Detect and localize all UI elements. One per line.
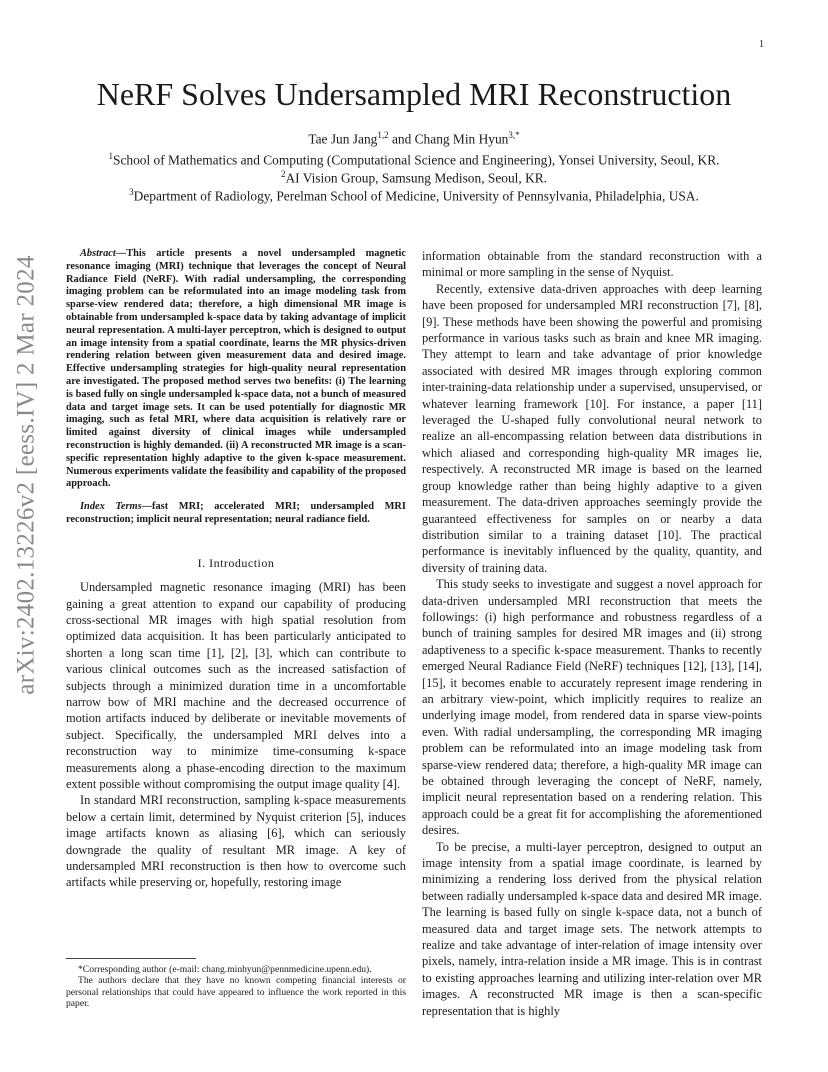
abstract — [66, 248, 406, 491]
affiliation-sup: 1 — [108, 151, 114, 161]
body-paragraph: This study seeks to investigate and suggest a novel approach for data-driven undersampled MRI reconstruction that meets the followings: (i) high performance and robustness regardless of a bunch of training samples for desired MR images and (ii) strong adaptiveness to a specific k-space measurement. Thanks to recently emerged Neural Radiance Field (NeRF) techniques [12], [13], [14], [15], it becomes enable to accurately represent image rendering in an arbitrary view-point, which implicitly requires to realize an underlying image model, from rendered data in sparse view-points even. With radial undersampling, the corresponding MR imaging problem can be reformulated into an image modeling task from sparse-view rendered data; therefore, a high-quality MR image can be obtained through leveraging the concept of NeRF, namely, implicit neural representation based on a rendering relation. This approach could be a great fit for accomplishing the aforementioned desires. — [422, 577, 762, 838]
affiliation-sup: 2 — [280, 169, 286, 179]
footnote-rule — [66, 958, 196, 959]
author-sup: 3,* — [508, 130, 520, 140]
author-sup: 1,2 — [377, 130, 389, 140]
arxiv-stamp — [2, 255, 52, 695]
body-paragraph: In standard MRI reconstruction, sampling k-space measurements below a certain limit, determined by Nyquist criterion [5], induces image artifacts known as aliasing [6], which can seriously downgrade the quality of resultant MR image. A key of undersampled MRI reconstruction is then how to overcome such artifacts while preserving or, hopefully, restoring image — [66, 793, 406, 890]
abstract-text: —This article presents a novel undersampled magnetic resonance imaging (MRI) technique that leverages the concept of Neural Radiance Field (NeRF). With radial undersampling, the corresponding imaging problem can be reformulated into an image modeling task from sparse-view rendered data; therefore, a high dimensional MR image is obtainable from undersampled k-space data by taking advantage of implicit neural representation. A multi-layer perceptron, which is designed to output an image intensity from a spatial coordinate, learns the MR physics-driven rendering relation between given measurement data and desired image. Effective undersampling strategies for high-quality neural representation are investigated. The proposed method serves two benefits: (i) The learning is based fully on single undersampled k-space data, not a bunch of measured data and target image sets. It can be used potentially for diagnostic MR imaging, such as fetal MRI, where data acquisition is relatively rare or limited against diversity of clinical images while undersampled reconstruction is highly demanded. (ii) A reconstructed MR image is a scan-specific representation highly adaptive to the given k-space measurement. Numerous experiments validate the feasibility and capability of the proposed approach. — [66, 248, 406, 490]
affiliation-sup: 3 — [129, 187, 134, 197]
author-name: Chang Min Hyun — [414, 131, 509, 147]
body-paragraph: Recently, extensive data-driven approaches with deep learning have been proposed for undersampled MRI reconstruction [7], [8], [9]. These methods have been showing the powerful and promising performance in various tasks such as brain and knee MR imaging. They attempt to learn and take advantage of prior knowledge associated with desired MR images through exploring common inter-training-data relationship under a supervised, unsupervised, or whatever learning framework [10]. For instance, a paper [11] leveraged the U-shaped fully convolutional neural network to realize an all-encompassing relation between data distributions in which aliased and corresponding high-quality MR images lie, respectively. A reconstructed MR image is based on the learned group knowledge rather than being highly adaptive to a given measurement. The data-driven approaches seemingly provide the guaranteed effectiveness for samples on or nearby a data distribution similar to a training dataset [10]. The practical performance is inevitably influenced by the quality, quantity, and diversity of training data. — [422, 281, 762, 575]
right-column — [422, 248, 762, 1019]
affiliation-2 — [40, 169, 788, 186]
index-terms — [66, 501, 406, 527]
body-paragraph: To be precise, a multi-layer perceptron, designed to output an image intensity from a spatial image coordinate, is learned by minimizing a rendering loss derived from the physical relation between radially undersampled k-space data and desired MR image. The learning is based fully on single k-space data, not a bunch of measured data and target image sets. The network attempts to realize and take advantage of inter-relation of image intensity over pixels, namely, intra-relation inside a MR image. This is in contrast to existing approaches learning and utilizing inter-relation over MR images. A reconstructed MR image is then a scan-specific representation that is highly — [422, 839, 762, 1018]
arxiv-stamp-text: arXiv:2402.13226v2 [eess.IV] 2 Mar 2024 — [13, 255, 40, 695]
footnote-corresponding: *Corresponding author (e-mail: chang.minhyun@pennmedicine.upenn.edu). — [78, 964, 372, 975]
author-and: and — [388, 131, 415, 147]
section-heading: I. Introduction — [197, 555, 275, 570]
author-line — [60, 130, 768, 147]
affiliation-1 — [40, 151, 788, 168]
abstract-label: Abstract — [80, 248, 116, 259]
author-name: Tae Jun Jang — [308, 131, 378, 147]
left-column — [66, 248, 406, 891]
index-terms-text: —fast MRI; accelerated MRI; undersampled MRI reconstruction; implicit neural representation; neural radiance field. — [66, 501, 406, 525]
body-paragraph: Undersampled magnetic resonance imaging (MRI) has been gaining a great attention to expand our capability of producing cross-sectional MR images with high spatial resolution from optimized data acquisition. It has been particularly anticipated to shorten a long scan time [1], [2], [3], which can contribute to various clinical outcomes such as the increased satisfaction of subjects through a minimized duration time in a uncomfortable narrow bow of MRI machine and the decreased occurrence of motion artifacts induced by deliberate or inevitable movements of subject. Specifically, the undersampled MRI delves into a reconstruction way to minimize time-consuming k-space measurements along a phase-encoding direction to the maximum extent possible without compromising the output image quality [4]. — [66, 580, 406, 792]
footnotes — [66, 964, 406, 1010]
index-terms-label: Index Terms — [80, 501, 142, 513]
page-number: 1 — [759, 39, 764, 50]
paper-title: NeRF Solves Undersampled MRI Reconstruction — [96, 76, 732, 112]
body-paragraph: information obtainable from the standard reconstruction with a minimal or more sampling in the sense of Nyquist. — [422, 249, 762, 280]
footnote-competing-interests: The authors declare that they have no known competing financial interests or personal relationships that could have appeared to influence the work reported in this paper. — [66, 975, 406, 1010]
affiliation-3 — [40, 187, 788, 204]
affiliation-text: School of Mathematics and Computing (Computational Science and Engineering), Yonsei University, Seoul, KR. — [113, 152, 720, 168]
affiliation-text: AI Vision Group, Samsung Medison, Seoul, KR. — [285, 170, 548, 186]
affiliation-text: Department of Radiology, Perelman School of Medicine, University of Pennsylvania, Philadelphia, USA. — [133, 188, 699, 204]
